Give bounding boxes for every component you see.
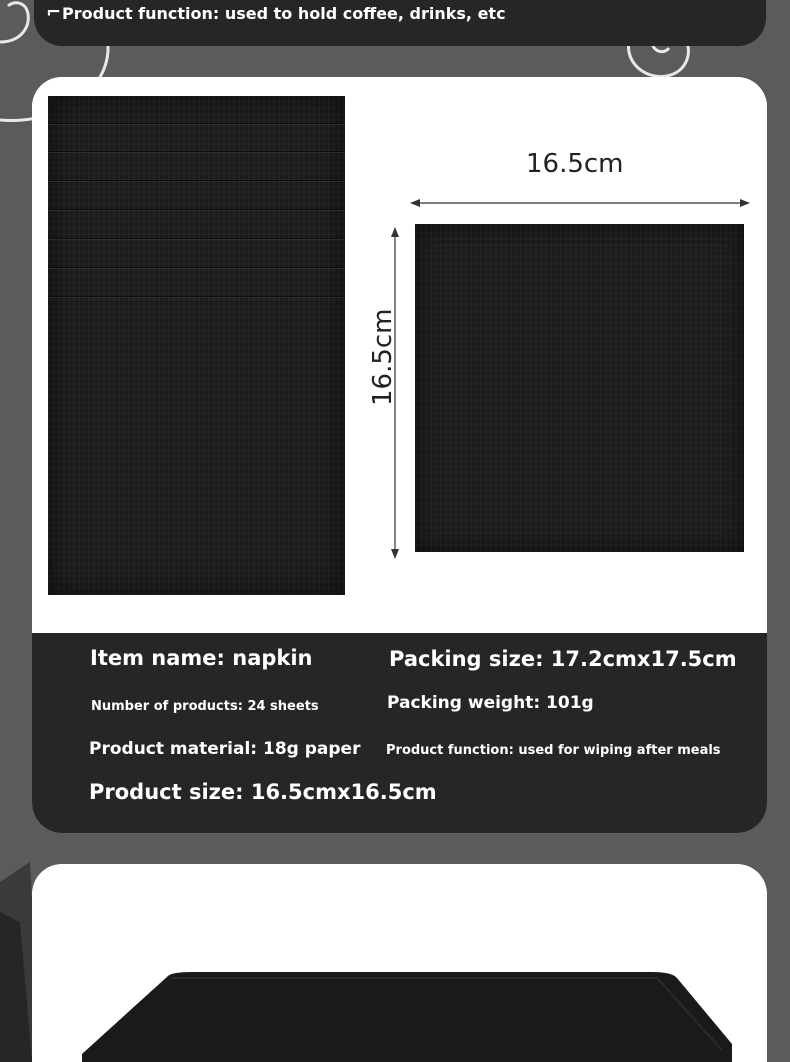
- product-photo-area: [32, 77, 767, 633]
- fold-line: [48, 296, 345, 298]
- specs-panel: [32, 633, 767, 833]
- unfolded-napkin-image: [415, 224, 744, 552]
- width-dimension-label: 16.5cm: [526, 149, 624, 179]
- product-function-text: Product function: used for wiping after meals: [386, 743, 721, 758]
- product-dimension-card: [32, 77, 767, 833]
- fold-line: [48, 151, 345, 153]
- product-material-text: Product material: 18g paper: [89, 739, 361, 759]
- fold-line: [48, 123, 345, 125]
- napkin-preview-image: [32, 864, 767, 1062]
- top-banner-text: Product function: used to hold coffee, drinks, etc: [62, 4, 506, 23]
- fold-line: [48, 180, 345, 182]
- product-size-text: Product size: 16.5cmx16.5cm: [89, 780, 437, 804]
- item-name-text: Item name: napkin: [90, 646, 313, 670]
- napkin-preview-card: [32, 864, 767, 1062]
- fold-line: [48, 209, 345, 211]
- packing-size-text: Packing size: 17.2cmx17.5cm: [389, 647, 737, 671]
- folded-napkin-stack-image: [48, 96, 345, 595]
- fold-line: [48, 267, 345, 269]
- packing-weight-text: Packing weight: 101g: [387, 693, 594, 713]
- bracket-mark-icon: ⌐: [46, 2, 62, 23]
- height-dimension-text: 16.5cm: [368, 308, 398, 406]
- width-dimension-arrow: [410, 197, 750, 209]
- fold-line: [48, 238, 345, 240]
- number-of-products-text: Number of products: 24 sheets: [91, 699, 319, 714]
